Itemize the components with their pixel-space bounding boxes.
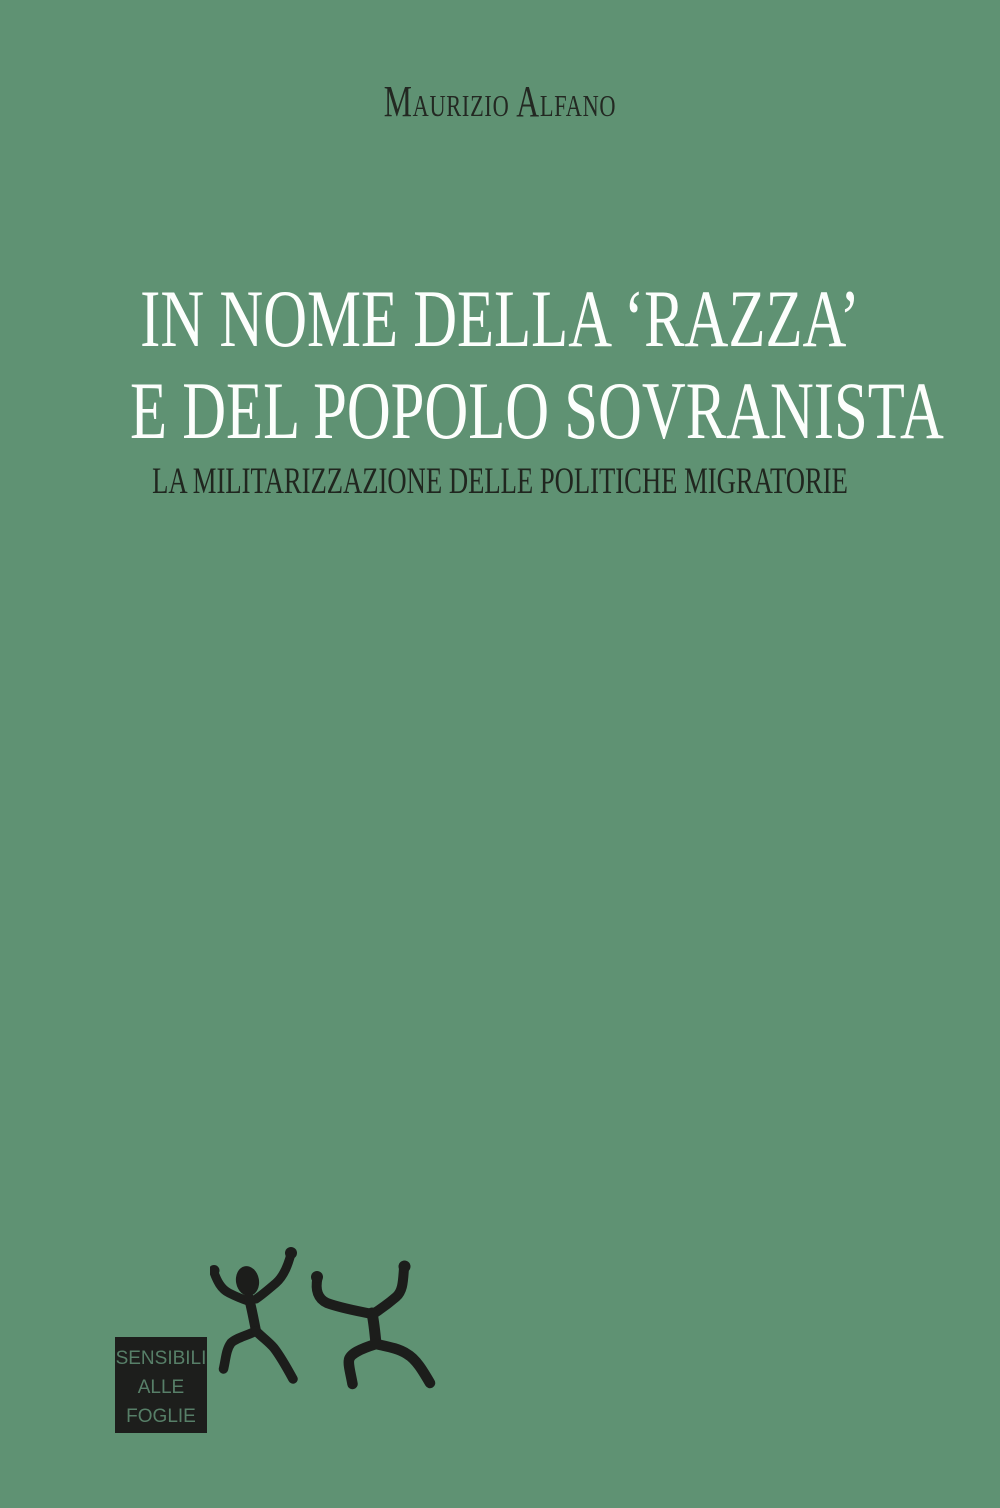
publisher-name-line-1: SENSIBILI (115, 1348, 207, 1369)
publisher-name-line-2: ALLE (137, 1377, 185, 1398)
petroglyph-dancing-figures-icon (210, 1235, 450, 1405)
publisher-name-line-3: FOGLIE (126, 1406, 196, 1427)
title-line-1: IN NOME DELLA ‘RAZZA’ (140, 273, 860, 364)
author-name: Maurizio Alfano (383, 77, 617, 126)
dancing-figure-right (311, 1261, 430, 1385)
publisher-name-box (115, 1337, 207, 1433)
title-line-2: E DEL POPOLO SOVRANISTA (130, 365, 944, 456)
dancing-figure-left (210, 1247, 297, 1379)
book-subtitle: LA MILITARIZZAZIONE DELLE POLITICHE MIGRATORIE (152, 461, 848, 502)
